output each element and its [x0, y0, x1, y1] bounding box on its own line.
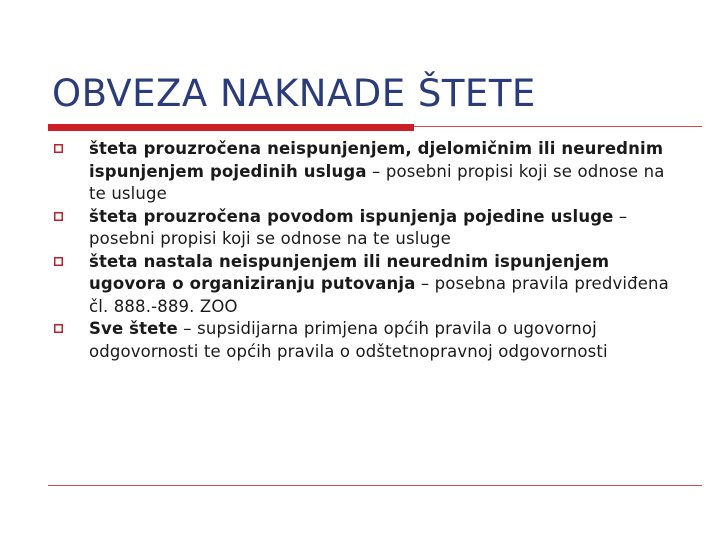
title-divider-line	[414, 126, 702, 127]
bullet-rest: – posebni propisi koji se odnose na te usluge	[89, 206, 628, 248]
hollow-square-icon	[54, 257, 63, 266]
bullet-rest: – posebna pravila predviđena čl. 888.-889. ZOO	[89, 274, 669, 316]
hollow-square-icon	[54, 324, 63, 333]
hollow-square-icon	[54, 144, 63, 153]
bullet-lead: šteta prouzročena povodom ispunjenja pojedine usluge	[89, 206, 614, 226]
bullet-item	[52, 206, 672, 251]
bullet-lead: šteta nastala neispunjenjem ili neurednim ispunjenjem ugovora o organiziranju putovanja	[89, 251, 610, 293]
bullet-lead: šteta prouzročena neispunjenjem, djelomičnim ili neurednim ispunjenjem pojedinih usluga	[89, 139, 664, 181]
bullet-rest: – posebni propisi koji se odnose na te usluge	[89, 161, 665, 203]
bullet-list	[52, 138, 672, 363]
title-accent-bar	[48, 124, 414, 131]
slide-title: OBVEZA NAKNADE ŠTETE	[52, 72, 536, 115]
bullet-lead: Sve štete	[89, 319, 178, 338]
bullet-item	[52, 251, 672, 319]
bullet-item	[52, 318, 672, 363]
footer-divider-line	[48, 485, 702, 486]
hollow-square-icon	[54, 212, 63, 221]
bullet-item	[52, 138, 672, 206]
bullet-rest: – supsidijarna primjena općih pravila o ugovornoj odgovornosti te općih pravila o odštetnopravnoj odgovornosti	[89, 319, 608, 361]
